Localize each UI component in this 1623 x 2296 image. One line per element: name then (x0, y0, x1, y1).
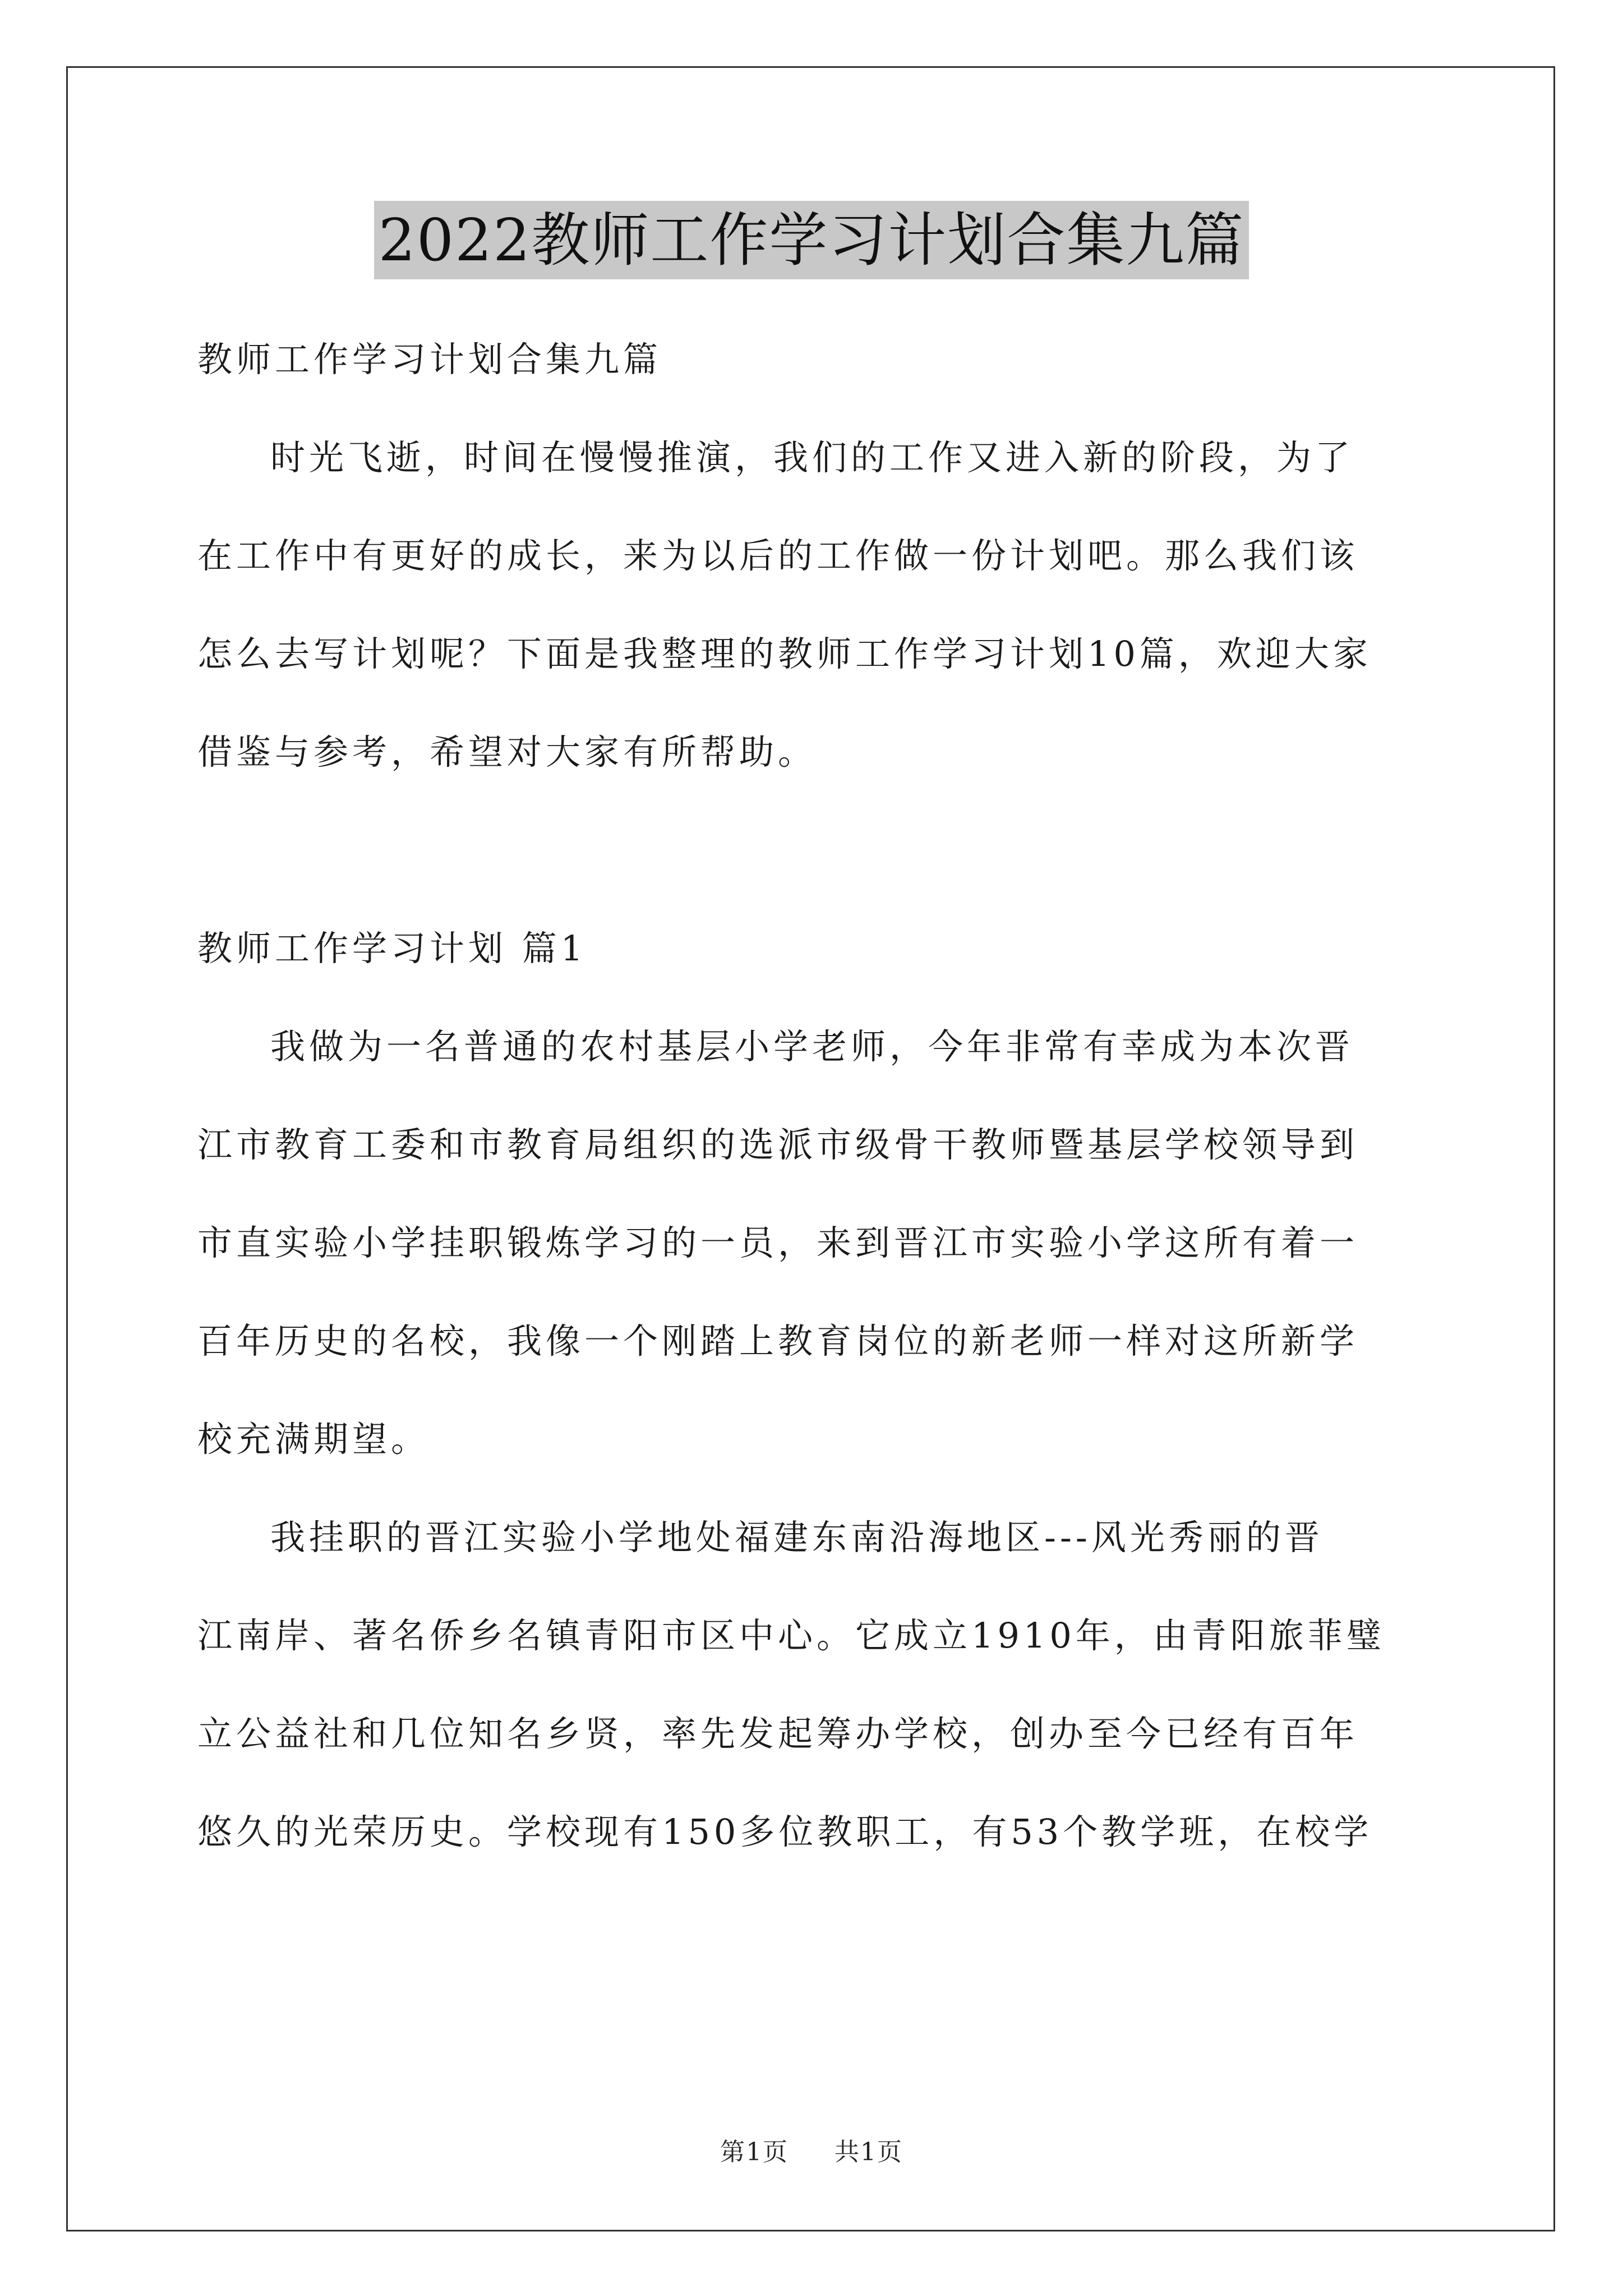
intro-line: 时光飞逝，时间在慢慢推演，我们的工作又进入新的阶段，为了 (270, 437, 1354, 478)
document-body (197, 310, 1426, 1881)
paragraph-line: 市直实验小学挂职锻炼学习的一员，来到晋江市实验小学这所有着一 (197, 1222, 1359, 1263)
intro-line: 怎么去写计划呢？下面是我整理的教师工作学习计划10篇，欢迎大家 (197, 633, 1372, 674)
paragraph-line: 悠久的光荣历史。学校现有150多位教职工，有53个教学班，在校学 (197, 1811, 1373, 1852)
page-number: 第1页 (720, 2138, 789, 2166)
section-heading: 教师工作学习计划 篇1 (197, 928, 587, 969)
page-total: 共1页 (834, 2138, 903, 2166)
title-container (0, 201, 1623, 279)
paragraph-line: 江南岸、著名侨乡名镇青阳市区中心。它成立1910年，由青阳旅菲璧 (197, 1615, 1385, 1656)
document-subtitle: 教师工作学习计划合集九篇 (197, 339, 662, 380)
page-footer (0, 2132, 1623, 2168)
paragraph-line: 校充满期望。 (197, 1419, 430, 1460)
paragraph-line: 江市教育工委和市教育局组织的选派市级骨干教师暨基层学校领导到 (197, 1124, 1359, 1165)
paragraph-line: 百年历史的名校，我像一个刚踏上教育岗位的新老师一样对这所新学 (197, 1320, 1359, 1361)
intro-line: 借鉴与参考，希望对大家有所帮助。 (197, 731, 817, 772)
document-title: 2022教师工作学习计划合集九篇 (374, 201, 1249, 279)
paragraph-line: 立公益社和几位知名乡贤，率先发起筹办学校，创办至今已经有百年 (197, 1713, 1359, 1754)
paragraph-line: 我挂职的晋江实验小学地处福建东南沿海地区---风光秀丽的晋 (270, 1517, 1324, 1558)
intro-line: 在工作中有更好的成长，来为以后的工作做一份计划吧。那么我们该 (197, 535, 1359, 576)
paragraph-line: 我做为一名普通的农村基层小学老师，今年非常有幸成为本次晋 (270, 1026, 1354, 1067)
